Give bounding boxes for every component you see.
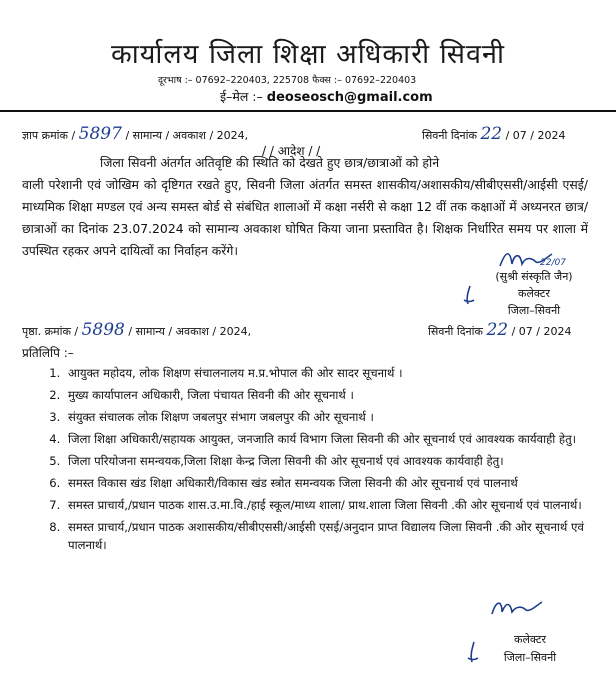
copy-item: 4. जिला शिक्षा अधिकारी/सहायक आयुक्त, जनजाति कार्य विभाग जिला सिवनी की ओर सूचनार्थ एवं आवश्यक कार्यवाही हेतु। [64,430,588,448]
order-body-rest: वाली परेशानी एवं जोखिम को दृष्टिगत रखते हुए, सिवनी जिला अंतर्गत समस्त शासकीय/अशासकीय/सीबीएससी/आईसी एसई/माध्यमिक शिक्षा मण्डल एवं अन्य समस्त बोर्ड से संबंधित शालाओं में कक्षा नर्सरी से कक्षा 12 वीं तक कक्षाओं में अध्यनरत छात्र/छात्राओं का दिनांक 23.07.2024 को सामान्य अवकाश घोषित किया जाना प्रस्तावित है। शिक्षक निर्धारित समय पर शाला में उपस्थित रहकर अपने दायित्वों का निर्वाहन करेंगे। [22,177,588,258]
order-date-day: 22 [480,124,503,144]
signatory-office-2: जिला–सिवनी [503,651,557,664]
copy-ref-prefix: पृष्ठा. क्रमांक / [22,325,79,338]
signature-date: 22/07 [540,258,566,268]
order-date-rest: / 07 / 2024 [505,129,566,142]
signatory-designation: कलेक्टर [518,287,550,300]
phone-fax-line: दूरभाष :– 07692–220403, 225708 फैक्स :– 07692–220403 [158,75,417,86]
copy-item: 3. संयुक्त संचालक लोक शिक्षण जबलपुर संभाग जबलपुर की ओर सूचनार्थ । [64,408,588,426]
copy-date-day: 22 [486,320,509,340]
email-address: deoseosch@gmail.com [266,90,433,105]
signatory-name: (सुश्री संस्कृति जैन) [495,270,573,283]
order-body-first-line: जिला सिवनी अंतर्गत अतिवृष्टि की स्थिति को देखते हुए छात्र/छात्राओं को होने [100,155,440,170]
copy-item: 2. मुख्य कार्यापालन अधिकारी, जिला पंचायत सिवनी की ओर सूचनार्थ । [64,386,588,404]
copy-ref-suffix: / सामान्य / अवकाश / 2024, [128,325,252,338]
ink-mark-icon-2 [466,640,480,664]
copy-item: 7. समस्त प्राचार्य,/प्रधान पाठक शास.उ.मा.वि./हाई स्कूल/माध्य शाला/ प्राथ.शाला जिला सिवनी .की ओर सूचनार्थ एवं पालनार्थ। [64,496,588,514]
copy-item: 8. समस्त प्राचार्य,/प्रधान पाठक अशासकीय/सीबीएससी/आईसी एसई/अनुदान प्राप्त विद्यालय जिला सिवनी .की ओर सूचनार्थ एवं पालनार्थ। [64,518,588,554]
copy-item: 5. जिला परियोजना समन्वयक,जिला शिक्षा केन्द्र जिला सिवनी की ओर सूचनार्थ एवं आवश्यक कार्यवाही हेतु। [64,452,588,470]
order-ref-prefix: ज्ञाप क्रमांक / [22,129,76,142]
order-ref-suffix: / सामान्य / अवकाश / 2024, [125,129,249,142]
order-date-prefix: सिवनी दिनांक [422,129,477,142]
copy-date-rest: / 07 / 2024 [511,325,572,338]
copy-ref-number: 5898 [81,320,125,340]
copy-heading: प्रतिलिपि :– [22,346,74,360]
email-label: ई–मेल :– [220,89,263,104]
order-heading: / / आदेश / / [262,144,321,158]
order-date [422,124,566,144]
email-line [220,88,433,105]
collector-signature-scribble-2 [488,596,544,622]
copy-list [48,364,588,558]
copy-item: 6. समस्त विकास खंड शिक्षा अधिकारी/विकास खंड स्त्रोत समन्वयक जिला सिवनी की ओर सूचनार्थ एवं पालनार्थ [64,474,588,492]
copy-date [428,320,572,340]
order-ref-number: 5897 [78,124,122,144]
office-title: कार्यालय जिला शिक्षा अधिकारी सिवनी [111,39,505,70]
ink-mark-icon [462,284,476,306]
header-divider [0,110,616,112]
copy-date-prefix: सिवनी दिनांक [428,325,483,338]
copy-ref [22,320,251,340]
signatory-office: जिला–सिवनी [507,304,561,317]
signatory-designation-2: कलेक्टर [514,633,546,646]
order-ref [22,124,248,144]
copy-item: 1. आयुक्त महोदय, लोक शिक्षण संचालनालय म.प्र.भोपाल की ओर सादर सूचनार्थ । [64,364,588,382]
